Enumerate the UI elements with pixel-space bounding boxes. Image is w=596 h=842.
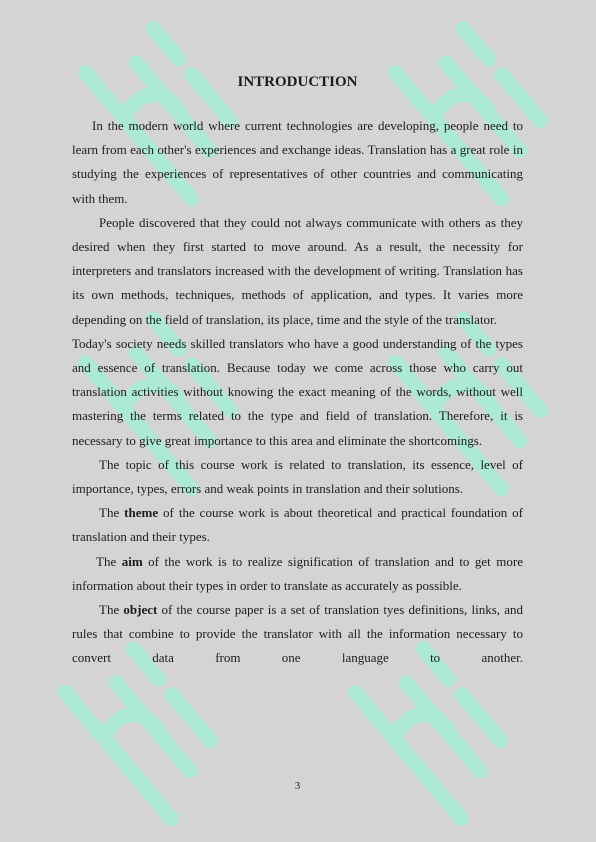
paragraph-introduction: In the modern world where current technologies are developing, people need to learn from each other's experiences and exchange ideas. Translation has a great role in studying the experiences of representatives of other countries and communicating with them. — [72, 118, 523, 206]
paragraph-aim — [72, 550, 523, 598]
document-body — [72, 114, 523, 671]
paragraph-theme — [72, 501, 523, 549]
paragraph-object-text: of the course paper is a set of translation tyes definitions, links, and rules that combine to provide the translator with all the information necessary to convert data from one language to another. — [72, 602, 523, 666]
page-title: INTRODUCTION — [237, 74, 358, 90]
paragraph-object-lead: The — [99, 602, 124, 618]
paragraph-skilled-translators: Today's society needs skilled translators who have a good understanding of the types and essence of translation. Because today we come across those who carry out translation activities without knowing the exact meaning of the words, without well mastering the terms related to the type and field of translation. Therefore, it is necessary to give great importance to this area and eliminate the shortcomings. — [72, 335, 523, 448]
document-page — [72, 0, 523, 842]
keyword-aim: aim — [121, 553, 143, 569]
paragraph-object — [72, 598, 523, 671]
paragraph-theme-lead: The — [99, 505, 125, 521]
keyword-theme: theme — [124, 505, 159, 521]
paragraph-aim-lead: The — [96, 553, 122, 569]
paragraph-aim-text: of the work is to realize signification of translation and to get more information about their types in order to translate as accurately as possible. — [72, 553, 523, 593]
keyword-object: object — [123, 602, 158, 618]
paragraph-theme-text: of the course work is about theoretical and practical foundation of translation and their types. — [72, 505, 523, 545]
page-number: 3 — [294, 780, 301, 792]
paragraph-communication-history: People discovered that they could not always communicate with others as they desired when they first started to move around. As a result, the necessity for interpreters and translators increased with the development of writing. Translation has its own methods, techniques, methods of application, and types. It varies more depending on the field of translation, its place, time and the style of the translator. — [72, 214, 523, 327]
paragraph-topic: The topic of this course work is related to translation, its essence, level of importance, types, errors and weak points in translation and their solutions. — [72, 456, 523, 497]
